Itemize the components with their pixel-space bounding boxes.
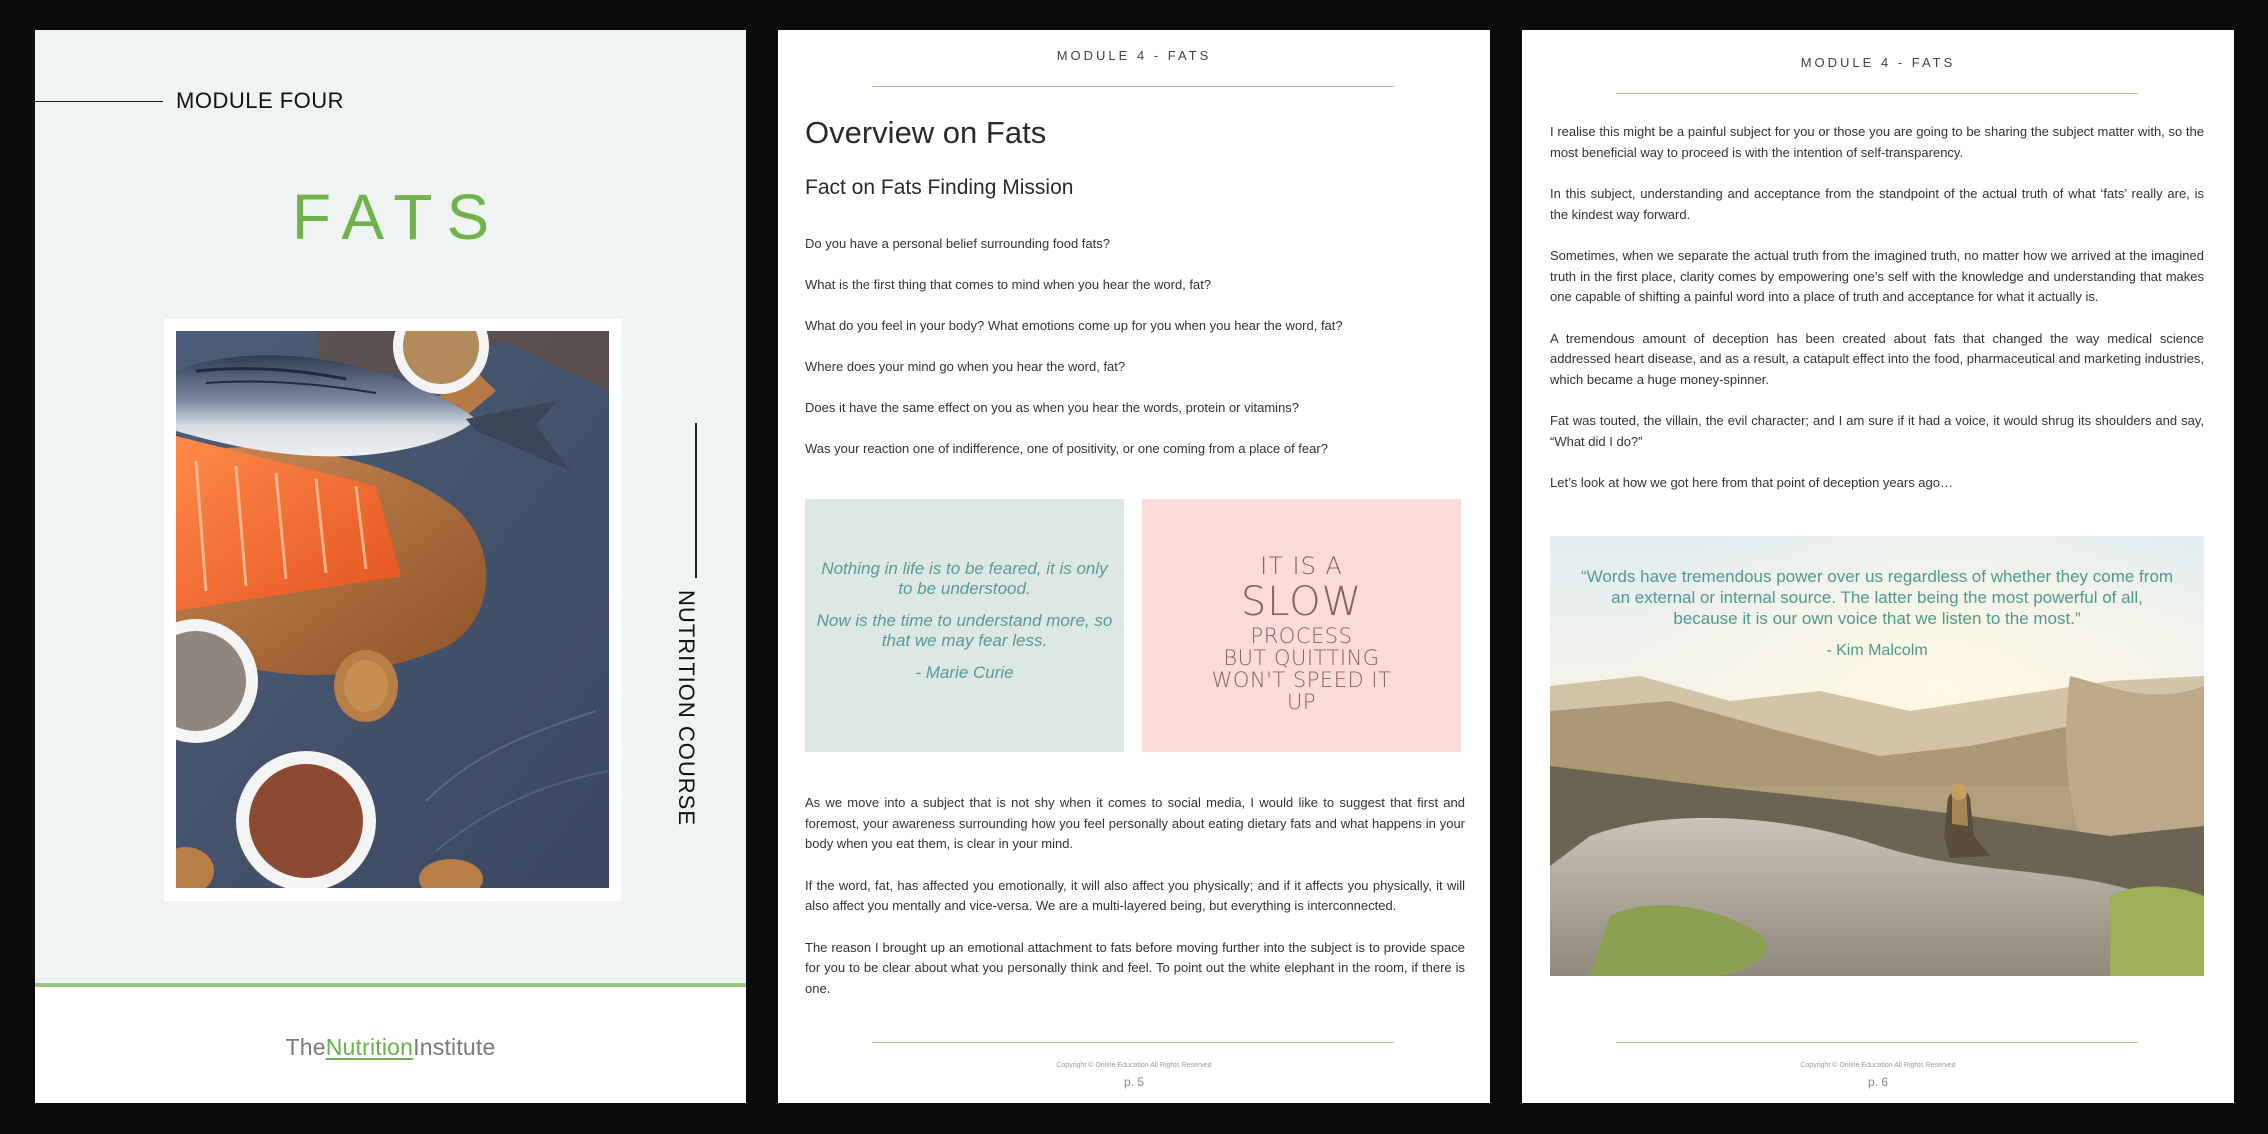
- header-rule: [872, 86, 1394, 87]
- poster-line: WON'T SPEED IT: [1211, 668, 1392, 692]
- question-list: [805, 236, 1465, 482]
- page-6: [1522, 30, 2234, 1103]
- running-head: MODULE 4 - FATS: [1056, 48, 1212, 63]
- cover-horizontal-rule: [35, 101, 163, 102]
- footer-rule: [1616, 1042, 2138, 1043]
- slow-process-poster-card: [1142, 499, 1461, 752]
- brand-suffix: Institute: [413, 1034, 496, 1060]
- marie-curie-quote-card: [805, 499, 1124, 752]
- quote-author: - Kim Malcolm: [1826, 642, 1928, 659]
- cover-title: FATS: [291, 181, 504, 253]
- paragraph: As we move into a subject that is not shy when it comes to social media, I would like to suggest that first and foremost, your awareness surrounding how you feel personally about eating dietary fats and what happens in your body when you eat them, is clear in your mind.: [805, 795, 1465, 851]
- page-number: p. 5: [1123, 1075, 1144, 1089]
- cover-module-label: MODULE FOUR: [176, 88, 345, 113]
- poster-line: BUT QUITTING: [1223, 646, 1380, 670]
- running-head: MODULE 4 - FATS: [1800, 55, 1956, 70]
- quote-line: Nothing in life is to be feared, it is only to be understood.: [821, 559, 1108, 598]
- copyright-notice: Copyright © Online Education All Rights Reserved: [1056, 1062, 1212, 1069]
- kim-malcolm-quote: “Words have tremendous power over us regardless of whether they come from an external or internal source. The latter being the most powerful of all, because it is our own voice that we listen to the most.”: [1580, 567, 2174, 628]
- poster-line: SLOW: [1240, 579, 1363, 625]
- list-item: What is the first thing that comes to mind when you hear the word, fat?: [805, 277, 1212, 292]
- brand-prefix: The: [285, 1034, 326, 1060]
- paragraph: In this subject, understanding and acceptance from the standpoint of the actual truth of what ‘fats’ really are, is the kindest way forward.: [1550, 186, 2204, 222]
- list-item: Does it have the same effect on you as when you hear the words, protein or vitamins?: [805, 400, 1300, 415]
- list-item: Where does your mind go when you hear the word, fat?: [805, 359, 1126, 374]
- cover-vertical-rule: [695, 423, 697, 578]
- section-subheading: Fact on Fats Finding Mission: [805, 176, 1074, 199]
- list-item: Do you have a personal belief surrounding food fats?: [805, 236, 1110, 251]
- brand-highlight: Nutrition: [325, 1034, 414, 1060]
- quote-line: Now is the time to understand more, so that we may fear less.: [816, 611, 1113, 650]
- section-heading: Overview on Fats: [805, 115, 1047, 150]
- body-text: [1550, 122, 2204, 515]
- paragraph: The reason I brought up an emotional attachment to fats before moving further into the subject is to provide space for you to be clear about what you personally think and feel. To point out the white elephant in the room, if there is one.: [805, 939, 1465, 996]
- poster-line: PROCESS: [1250, 624, 1353, 648]
- paragraph: I realise this might be a painful subject for you or those you are going to be sharing the subject matter with, so the most beneficial way to proceed is with the intention of self-transparency.: [1550, 124, 2204, 160]
- poster-line: IT IS A: [1260, 552, 1343, 580]
- cover-page: [35, 30, 746, 1103]
- cover-side-label: NUTRITION COURSE: [674, 590, 699, 826]
- body-text: [805, 793, 1465, 1020]
- footer-rule: [872, 1042, 1394, 1043]
- paragraph: If the word, fat, has affected you emotionally, it will also affect you physically; and if it affects you physically, it will also affect you mentally and vice-versa. We are a multi-layered being, but everything is interconnected.: [805, 877, 1465, 913]
- paragraph: A tremendous amount of deception has been created about fats that changed the way medical science addressed heart disease, and as a result, a catapult effect into the food, pharmaceutical and marketing industries, which became a huge money-spinner.: [1550, 330, 2204, 387]
- poster-line: UP: [1286, 690, 1317, 714]
- list-item: What do you feel in your body? What emotions come up for you when you hear the word, fat?: [805, 318, 1343, 333]
- page-number: p. 6: [1867, 1075, 1888, 1089]
- paragraph: Fat was touted, the villain, the evil character; and I am sure if it had a voice, it would shrug its shoulders and say, “What did I do?”: [1550, 413, 2204, 449]
- copyright-notice: Copyright © Online Education All Rights Reserved: [1800, 1062, 1956, 1069]
- quote-author: - Marie Curie: [915, 663, 1014, 682]
- paragraph: Let’s look at how we got here from that point of deception years ago…: [1550, 475, 1953, 490]
- header-rule: [1616, 93, 2138, 94]
- cover-photo-frame: [164, 319, 621, 901]
- page-5: [778, 30, 1490, 1103]
- fish-and-seeds-photo: [176, 331, 609, 888]
- paragraph: Sometimes, when we separate the actual truth from the imagined truth, no matter how we arrived at the imagined truth in the first place, clarity comes by empowering one’s self with the knowledge and understanding that makes one capable of shifting a painful word into a place of truth and acceptance for what it actually is.: [1550, 248, 2204, 304]
- list-item: Was your reaction one of indifference, one of positivity, or one coming from a place of fear?: [805, 441, 1328, 456]
- brand-logo: [35, 1034, 746, 1061]
